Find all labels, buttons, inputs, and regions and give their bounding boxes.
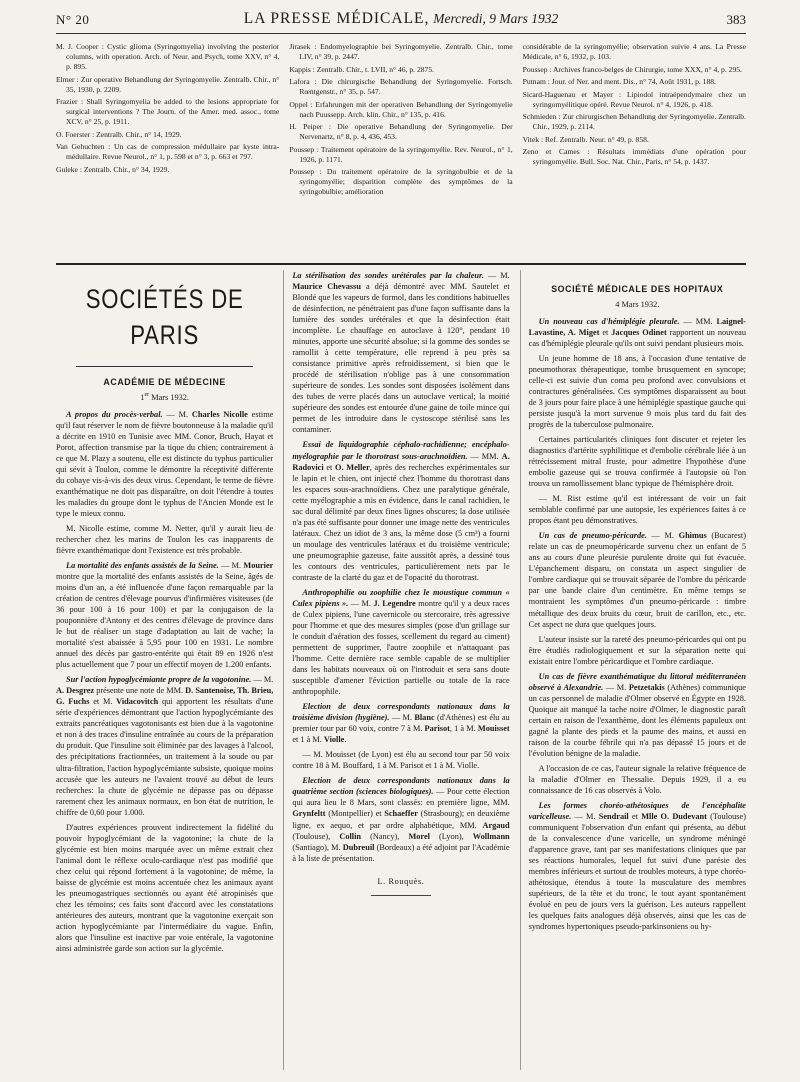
article-text: estime qu'il faut réserver le nom de fièvre boutonneuse à la maladie qu'il a décrite en 1910 en Tunisie avec MM. Conor, Bruch, Hayat et Porot, affection transmise par la tique du chien; contrairement à ce que M. Plazy a soutenu, elle est distincte du typhus particulier qui sévit à Toulon, comme le démontre la réceptivité différente du cobaye vis-à-vis des deux virus. Cependant, le terme de fièvre exanthématique ne doit pas disparaître, on doit l'étendre à toutes les maladies du groupe dont le typhus de l'Ancien Monde est le type le mieux connu. xyxy=(56,409,274,518)
dash: — MM. xyxy=(679,316,717,326)
dash: — M. xyxy=(162,409,192,419)
article-text: (Santiago), M. xyxy=(292,842,343,852)
date-rest: Mars 1932. xyxy=(149,392,190,402)
article-title: Un cas de pneumo-péricarde. xyxy=(538,531,647,541)
article-text: et 1 à M. xyxy=(423,761,457,771)
author-name: Wollmann xyxy=(472,831,510,841)
author-name: Petzetakis xyxy=(628,682,665,692)
article-text: (Toulouse), xyxy=(292,831,340,841)
column-1 xyxy=(56,270,273,1070)
article-text: (Toulouse) communiquent l'observation d'un enfant qui présenta, au début de la convalescence d'une varicelle, un syndrome méningé d'apparence grave, tant par ses manifestations cliniques que par ses réactions humorales, lequel fut suivi d'une parésie des membres inférieurs et surtout de troubles moteurs, à type choréo-athétosique, étendus à toute la musculature des membres supérieurs, de la tête et du tronc, le tout ayant spontanément évolué en peu de jours vers la guérison. Les auteurs rappellent les quelques faits analogues déjà observés, ainsi que les cas de syndromes hypertoniques pseudo-parkinsoniens ou hy- xyxy=(528,812,746,932)
author-name: Vidacovitch xyxy=(116,697,159,707)
bibliography-rule xyxy=(56,263,746,265)
article-title: Anthropophilie ou zoophilie chez le moustique commun « Culex pipiens ». xyxy=(292,587,510,608)
reference: Sicard-Haguenau et Mayer : Lipiodol intraépendymaire chez un syringomyélitique opéré. Revue Neurol. n° 4, 1926, p. 418. xyxy=(522,89,746,109)
bibliography-column-3 xyxy=(523,42,746,262)
journal-masthead xyxy=(56,10,746,28)
bibliography-column-2 xyxy=(289,42,512,262)
section-masthead: SOCIÉTÉS DE PARIS xyxy=(85,284,244,350)
dash: — MM. xyxy=(467,451,502,461)
dash: — M. xyxy=(302,750,326,760)
issue-number: N° 20 xyxy=(56,12,90,27)
author-name: Collin xyxy=(339,831,361,841)
paragraph: Un jeune homme de 18 ans, à l'occasion d'une tentative de pneumothorax thérapeutique, tombe brusquement en syncope; celle-ci est suivie d'un coma peu profond avec convulsions et contractures généralisées. Ces symptômes disparaissent au bout de 3 jours pour faire place à une hémiplégie spastique gauche qui persiste jusqu'à la mort survenue 9 mois plus tard du fait des progrès de la tuberculose pulmonaire. xyxy=(528,353,746,429)
author-name: Charles Nicolle xyxy=(191,409,248,419)
author-name: D. Santenoise, Th. Brieu, G. Fuchs xyxy=(56,686,274,707)
author-name: Parisot xyxy=(400,761,424,771)
article xyxy=(529,530,746,629)
dash: — M. xyxy=(538,494,568,504)
dash: — M. xyxy=(218,560,244,570)
reference: Elmer : Zur operative Behandlung der Syringomyelie. Zentralb. Chir., n° 35, 1930, p. 2209. xyxy=(56,74,280,94)
page-header xyxy=(56,10,746,34)
date-day: 1 xyxy=(140,392,145,402)
article xyxy=(292,775,509,863)
column-3 xyxy=(520,270,746,1070)
reference: Schmieden : Zur chirurgischen Behandlung der Syringomyelie. Zentralb. Chir., 1929, p. 2114. xyxy=(522,112,746,132)
reference: Lafora : Die chirurgische Behandlung der Syringomyelie. Fortsch. Rœntgenstr., n° 35, p. 547. xyxy=(289,77,513,97)
author-name: Morel xyxy=(408,831,430,841)
article-text: (Athènes) communique un cas personnel de maladie d'Olmer observé en Égypte en 1928. Quoique ait manqué la tache noire d'Olmer, le diagnostic paraît certain en raison de l'exanthème, dont les éléments papuleux ont gagné la plante des pieds et la paume des mains, et aussi en raison de la courbe fébrile qui n'a pas dépassé 15 jours et de l'évolution bénigne de la maladie. xyxy=(528,682,746,758)
article-text: , après des recherches expérimentales sur le lapin et le chien, ont injecté chez l'homme du thorotrast dans les espaces sous-arachnoïdiens. Chez une paralytique générale, cette myélographie a mis en évidence, dans le canal rachidien, le sac dural délimité par deux fines lignes obscures; la dose utilisée n'a pas été suffisante pour donner une image nette des ventricules latéraux. Chez un idiot de 3 ans, la même dose (5 cm³) a fourni un moulage des ventricules latéraux et du troisième ventricule; une pneumographie gazeuse, faite aussitôt après, a dessiné tous les contours des ventricules, particulièrement nets par le contraste de la clarté du gaz et de l'opacité du thorotrast. xyxy=(292,462,510,582)
article xyxy=(529,316,746,349)
session-date xyxy=(56,392,273,403)
article xyxy=(292,270,509,435)
article-title: La stérilisation des sondes urétérales par la chaleur. xyxy=(292,271,484,280)
article-title: Election de deux correspondants nationaux dans la quatrième section (sciences biologiques). xyxy=(292,776,510,797)
signature-rule xyxy=(371,895,431,896)
author-name: A. Desgrez xyxy=(56,686,95,696)
article-title: Les formes choréo-athétosiques de l'encéphalite varicelleuse. xyxy=(528,801,746,822)
header-rule xyxy=(56,33,746,34)
reference: Vitek : Ref. Zentralb. Neur. n° 49, p. 858. xyxy=(522,134,649,144)
article-title: Election de deux correspondants nationaux dans la troisième division (hygiène). xyxy=(292,702,510,723)
dash: — M. xyxy=(603,682,629,692)
paragraph: A l'occasion de ce cas, l'auteur signale la relative fréquence de la maladie d'Olmer en Thessalie. Depuis 1929, il a eu connaissance de 16 cas observés à Volo. xyxy=(528,763,746,795)
dash: — M. xyxy=(646,531,679,541)
author-name: Violle xyxy=(456,761,478,771)
article-title: La mortalité des enfants assistés de la Seine. xyxy=(66,560,219,570)
article-text: , 1 à M. xyxy=(449,724,478,734)
paragraph: Certaines particularités cliniques font discuter et rejeter les diagnostics d'artérite syphilitique et d'embolie cérébrale liée à un rétrécissement mitral fruste, pour admettre l'hypothèse d'une embolie gazeuse qui se trouva confirmée à l'autopsie où l'on trouva un ramollissement blanc typique de l'hémisphère droit. xyxy=(528,435,746,489)
author-name: Mourier xyxy=(243,560,274,570)
reference: Frazier : Shall Syringomyelia be added to the lesions appropriate for surgical interventions ? The Journ. of the Amer. med. assoc., tome XCV, n° 25, p. 1911. xyxy=(56,97,280,127)
article-text: (d'Athènes) est élu au premier tour par 60 voix, contre 7 à M. xyxy=(292,713,510,734)
conjunction: et xyxy=(323,462,336,472)
reference: Jirasek : Endomyelographie bei Syringomyelie. Zentralb. Chir., tome LIV, n° 39, p. 2447. xyxy=(289,42,513,62)
date-ordinal: er xyxy=(144,391,150,398)
reference: Oppel : Erfahrungen mit der operativen Behandlung der Syringomyelie nach Puussepp. Arch. klin. Chir., n° 135, p. 416. xyxy=(289,99,513,119)
reference: M. J. Cooper : Cystic glioma (Syringomyelia) involving the posterior columns, with operation. Arch. of Neur. and Psych, tome XXV, n° 4, p. 895. xyxy=(56,42,280,72)
article-title: Un cas de fièvre exanthématique du littoral méditerranéen observé à Alexandrie. xyxy=(528,671,746,692)
dash: — M. xyxy=(348,598,374,608)
author-name: Blanc xyxy=(414,713,435,723)
article-text: rapportent un nouveau cas d'hémiplégie pleurale qu'ils ont suivi pendant plusieurs mois. xyxy=(528,327,746,348)
article-title: A propos du procès-verbal. xyxy=(66,409,163,419)
author-name: Ghimus xyxy=(678,531,707,541)
session-date: 4 Mars 1932. xyxy=(615,299,660,309)
main-columns xyxy=(56,270,746,1070)
issue-date: Mercredi, 9 Mars 1932 xyxy=(433,11,559,26)
dash: — M. xyxy=(571,812,599,822)
bibliography xyxy=(56,42,746,262)
masthead-rule xyxy=(76,366,253,367)
author-name: A. Radovici xyxy=(292,451,510,472)
reference: Kappis : Zentralb. Chir., t. LVII, n° 46, p. 2875. xyxy=(289,64,435,74)
article-text: et 1 à M. xyxy=(292,735,324,745)
reference: Guleke : Zentralb. Chir., n° 34, 1929. xyxy=(56,164,170,174)
journal-name: LA PRESSE MÉDICALE, xyxy=(243,10,430,27)
conjunction: et xyxy=(628,812,642,822)
author-name: Mouisset xyxy=(325,750,356,760)
article xyxy=(529,671,746,759)
article-text: montre que la mortalité des enfants assistés de la Seine, âgés de moins d'un an, a été influencée d'une façon remarquable par la création de centres d'élevage pourvus d'infirmières visiteuses (de 36 pour 100 à 16 pour 100) et par la conjugaison de la pouponnière d'Antony et des centres d'élevage de province dans le but de réaliser un stage d'adaptation au lait de vache; la mortalité s'est abaissée à 5,95 pour 100 en 1931. Le nombre annuel des décès par gastro-entérite qui était 89 en 1926 n'est plus actuellement que 7 pour un effectif moyen de 1.200 enfants. xyxy=(56,571,274,670)
article-text: . xyxy=(477,761,480,771)
article-text: montre qu'il y a deux races de Culex pipiens, l'une cavernicole ou stercoraire, très agressive pour l'homme et que des mesures simples (pose d'un grillage sur le conduit d'aération des fosses, scellement du regard au ciment) permettent de supprimer, l'autre zoophile et n'attaquant pas l'homme. Cette dernière race semble capable de se multiplier dans les habitats nouveaux où on l'introduit et sera sans doute susceptible d'amener l'éviction partielle ou totale de la race anthropophile. xyxy=(292,598,510,697)
article-text: . xyxy=(344,735,347,745)
article-text: (Bucarest) relate un cas de pneumopéricarde survenu chez un enfant de 5 ans au cours d'une pleurésie purulente droite qui fut évacuée. L'épanchement disparu, on constata un aspect singulier de l'ombre cardiaque qui se trouvait séparée de l'ombre du péricarde par une bande claire d'un centimètre. En même temps se montraient les symptômes d'un pneumo-péricarde : timbre métallique des deux bruits du cœur, bruit de carillon, etc., etc. Cet aspect ne dura que quelques jours. xyxy=(528,531,746,629)
reference: considérable de la syringomyélie; observation suivie 4 ans. La Presse Médicale, n° 6, 1932, p. 103. xyxy=(522,42,746,62)
author-name: Sendrail xyxy=(598,812,629,822)
author-name: Laignel-Lavastine, A. Miget xyxy=(528,316,746,337)
paragraph: M. Nicolle estime, comme M. Netter, qu'il y aurait lieu de rechercher chez les marins de Toulon les cas inapparents de fièvre exanthématique dont l'existence est très probable. xyxy=(56,523,274,555)
article xyxy=(292,701,509,745)
article-text: présente une note de MM. xyxy=(94,686,186,696)
article-text: (Bordeaux) a été adjoint par l'Académie à la liste de présentation. xyxy=(292,842,510,863)
article-text: — Pour cette élection qui aura lieu le 8 Mars, sont classés: en première ligne, MM. xyxy=(292,787,510,808)
author-name: Violle xyxy=(323,735,345,745)
page-number: 383 xyxy=(726,12,746,27)
article-title: Un nouveau cas d'hémiplégie pleurale. xyxy=(538,316,680,326)
author-name: Jacques Odinet xyxy=(611,327,667,337)
author-name: Mouisset xyxy=(477,724,510,734)
paragraph: D'autres expériences prouvent indirectement la fidélité du pouvoir hypoglycémiant de la vagotonine; la chute de la glycémie est bien moins marquée avec un même extrait chez l'animal dont le réflexe oculo-cardiaque n'est pas modifié que chez celui qui répond fortement à la vagotonine; de même, la baisse de glycémie est moins accentuée chez les animaux ayant les pneumogastriques sectionnés ou ayant été atropinisés que chez les témoins; ces faits sont d'accord avec les constatations antérieures des auteurs, montrant que la vagotonine exerçait son action hypoglycémiante par l'intermédiaire du vague. Enfin, alors que l'insuline est inactive par voie entérale, la vagotonine ainsi administrée garde son action sur la glycémie. xyxy=(56,822,274,953)
dash: — M. xyxy=(251,675,274,685)
author-name: Argaud xyxy=(482,820,510,830)
article-text: , 1 à M. xyxy=(372,761,401,771)
reference: Putnam : Jour. of Ner. and ment. Dis., n° 74, Août 1931, p. 188. xyxy=(522,77,716,87)
article-text: (Lyon), xyxy=(429,831,473,841)
article-title: Essai de liquidographie céphalo-rachidienne; encéphalo-myélographie par le thorotrast sous-arachnoïdien. xyxy=(292,440,510,461)
author-name: Grynfeltt xyxy=(292,809,326,819)
reference: Poussep : Traitement opératoire de la syringomyélie. Rev. Neurol., n° 1, 1926, p. 1171. xyxy=(289,144,513,164)
author-name: J. Legendre xyxy=(373,598,416,608)
article-text: et M. xyxy=(89,697,117,707)
signature: L. Rouquès. xyxy=(377,876,425,886)
reference: Zeno et Cames : Résultats immédiats d'une opération pour syringomyélie. Bull. Soc. Nat. Chir., Paris, n° 54, p. 1437. xyxy=(522,147,746,167)
article-text: a déjà démontré avec MM. Sautelet et Blondé que les vapeurs de formol, dans les conditions habituelles de désinfection, ne pénétraient pas d'une façon suffisante dans la lumière des sondes urétérales et que la désinfection était incomplète. Le chauffage en autoclave à 120°, pendant 10 minutes, apporte une sécurité absolue; si la gomme des sondes se ramollit à cette température, elle reprend à peu près sa consistance primitive après refroidissement, si bien que le procédé de stérilisation n'oblige pas à une consommation supérieure de sondes. Les sondes sont disposées isolément dans des tubes de verre placés dans un autoclave vertical; la moitié supérieure des sondes est entourée d'une gaine de toile mince qui permet de les introduire dans le cystoscope stérilisé sans les contaminer. xyxy=(292,282,510,435)
column-2 xyxy=(283,270,509,1070)
article xyxy=(529,800,746,932)
conjunction: et xyxy=(599,327,612,337)
author-name: Rist xyxy=(567,494,581,504)
article-text: (Nancy), xyxy=(361,831,409,841)
author-name: Mlle O. Dudevant xyxy=(641,812,707,822)
author-name: Schaeffer xyxy=(384,809,418,819)
author-name: O. Meller xyxy=(335,462,370,472)
section-heading: ACADÉMIE DE MÉDECINE xyxy=(103,376,226,387)
reference: Poussep : Archives franco-belges de Chirurgie, tome XXX, n° 4, p. 295. xyxy=(522,64,742,74)
article xyxy=(292,439,509,582)
paragraph: L'auteur insiste sur la rareté des pneumo-péricardes qui ont pu être étudiés radiologiquement et sur la séparation nette qui existait entre l'ombre péricardique et l'ombre cardiaque. xyxy=(528,634,746,666)
author-name: Bouffard xyxy=(342,761,373,771)
article xyxy=(292,587,509,697)
paragraph xyxy=(529,493,746,526)
article-text: (Montpellier) et xyxy=(325,809,385,819)
author-name: Maurice Chevassu xyxy=(292,282,361,292)
article-text: qui apportent les résultats d'une série d'expériences démontrant que l'action hypoglycémiante des extraits pancréatiques vagotonisants est bien due à la vagotonine et non à des traces d'insuline entraînée au cours de la préparation du produit. Que l'insuline soit éliminée par des lavages à l'alcool, des précipitations fractionnées, un traitement à la soude ou par ultra-filtration, l'action hypoglycémiante subsiste, quoique moins accusée que les auteurs ne l'avaient trouvé au début de leurs recherches: la chute de glycémie ne dépasse pas ou dépasse rarement chez les animaux normaux, en bon état de nutrition, le chiffre de 0,60 pour 1.000. xyxy=(56,697,274,817)
paragraph xyxy=(292,749,509,771)
article xyxy=(56,560,273,670)
section-heading: SOCIÉTÉ MÉDICALE DES HOPITAUX xyxy=(551,284,724,294)
dash: — M. xyxy=(483,271,510,280)
article xyxy=(56,674,273,817)
reference: O. Foerster : Zentralb. Chir., n° 14, 1929. xyxy=(56,129,182,139)
reference: Van Gehuchten : Un cas de compression médullaire par kyste intra-médullaire. Revue Neurol., n° 1, p. 598 et n° 3, p. 663 et 797. xyxy=(56,142,280,162)
article-text: (Strasbourg); en deuxième ligne, ex aequo, et par ordre alphabétique, MM. xyxy=(292,809,510,830)
reference: H. Peiper : Die operative Behandlung der Syringomyelie. Der Nervenartz, n° 8, p. 4, 436, 453. xyxy=(289,122,513,142)
dash: — M. xyxy=(389,713,415,723)
article-title: Sur l'action hypoglycémiante propre de la vagotonine. xyxy=(66,675,252,685)
article-text: (de Lyon) est élu au second tour par 50 voix contre 18 à M. xyxy=(292,750,510,771)
author-name: Dubreuil xyxy=(342,842,375,852)
author-name: Parisot xyxy=(424,724,450,734)
article xyxy=(56,409,273,519)
article-text: estime qu'il est intéressant de voir un fait semblable confirmé par une autopsie, les expériences faites à ce propos étant peu démonstratives. xyxy=(528,494,746,526)
reference: Poussep : Du traitement opératoire de la syringobulbie et de la syringomyélie; disparition complète des symptômes de la syringobulbie; amélioration xyxy=(289,167,513,197)
bibliography-column-1 xyxy=(56,42,279,262)
